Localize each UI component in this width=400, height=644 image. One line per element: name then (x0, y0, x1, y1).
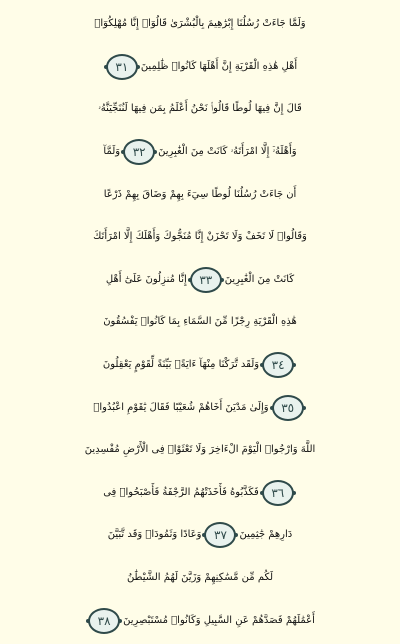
verse-text: أَعْمَٰلَهُمْ فَصَدَّهُمْ عَنِ السَّبِيلِ وَكَانُوا۟ مُسْتَبْصِرِينَ (123, 614, 315, 626)
verse-text: لَكُم مِّن مَّسَٰكِنِهِمْ وَزَيَّنَ لَهُمُ الشَّيْطَٰنُ (126, 572, 274, 584)
verse-line (8, 344, 392, 387)
ayah-number-marker: ٣٣ (190, 267, 222, 293)
verse-text: وَقَالُوا۟ لَا تَخَفْ وَلَا تَحْزَنْ إِنَّا مُنَجُّوكَ وَأَهْلَكَ إِلَّا امْرَأَتَكَ (93, 231, 307, 243)
verse-line (8, 557, 392, 600)
verse-text: فَكَذَّبُوهُ فَأَخَذَتْهُمُ الرَّجْفَةُ فَأَصْبَحُوا۟ فِى (103, 486, 259, 498)
ayah-number-marker: ٣١ (106, 54, 138, 80)
verse-text: أَن جَاءَتْ رُسُلُنَا لُوطًا سِيٓءَ بِهِمْ وَضَاقَ بِهِمْ ذَرْعًا (103, 188, 297, 200)
verse-line (8, 599, 392, 642)
verse-line (8, 88, 392, 131)
verse-text: كَانَتْ مِنَ الْغَٰبِرِينَ (224, 273, 295, 285)
verse-text: هَٰذِهِ الْقَرْيَةِ رِجْزًا مِّنَ السَّمَاءِ بِمَا كَانُوا۟ يَفْسُقُونَ (103, 316, 297, 328)
verse-text: وَلَقَد تَّرَكْنَا مِنْهَآ ءَايَةًۢ بَيِّنَةً لِّقَوْمٍ يَعْقِلُونَ (102, 359, 260, 371)
verse-line (8, 386, 392, 429)
verse-line (8, 131, 392, 174)
ayah-number-marker: ٣٧ (204, 522, 236, 548)
verse-text: قَالَ إِنَّ فِيهَا لُوطًا قَالُوا۟ نَحْنُ أَعْلَمُ بِمَن فِيهَا لَنُنَجِّيَنَّهُۥ (98, 103, 302, 115)
verse-text: وَعَادًا وَثَمُودَا۟ وَقَد تَّبَيَّنَ (107, 529, 202, 541)
verse-line (8, 216, 392, 259)
verse-line (8, 173, 392, 216)
verse-text: إِنَّا مُنزِلُونَ عَلَىٰٓ أَهْلِ (105, 273, 187, 285)
verse-text: اللَّهَ وَارْجُوا۟ الْيَوْمَ الْءَاخِرَ وَلَا تَعْثَوْا۟ فِى الْأَرْضِ مُفْسِدِينَ (84, 444, 316, 456)
verse-text: وَإِلَىٰ مَدْيَنَ أَخَاهُمْ شُعَيْبًا فَقَالَ يَٰقَوْمِ اعْبُدُوا۟ (93, 401, 269, 413)
verse-line (8, 46, 392, 89)
verse-text: دَارِهِمْ جَٰثِمِينَ (239, 529, 293, 541)
ayah-number-marker: ٣٥ (272, 395, 304, 421)
verse-line (8, 301, 392, 344)
verse-text: وَلَمَّآ (103, 146, 121, 158)
verse-text: وَأَهْلَهُۥٓ إِلَّا امْرَأَتَهُۥ كَانَتْ مِنَ الْغَٰبِرِينَ (158, 146, 297, 158)
ayah-number-marker: ٣٨ (88, 608, 120, 634)
verse-text: وَلَمَّا جَاءَتْ رُسُلُنَا إِبْرَٰهِيمَ بِالْبُشْرَىٰ قَالُوٓا۟ إِنَّا مُهْلِكُوٓا۟ (94, 18, 306, 30)
ayah-number-marker: ٣٦ (262, 480, 294, 506)
verse-line (8, 514, 392, 557)
verse-text: أَهْلِ هَٰذِهِ الْقَرْيَةِ إِنَّ أَهْلَهَا كَانُوا۟ ظَٰلِمِينَ (140, 60, 298, 72)
ayah-number-marker: ٣٢ (123, 139, 155, 165)
verse-line (8, 472, 392, 515)
verse-line (8, 3, 392, 46)
ayah-number-marker: ٣٤ (262, 352, 294, 378)
verse-line (8, 429, 392, 472)
verse-line (8, 259, 392, 302)
